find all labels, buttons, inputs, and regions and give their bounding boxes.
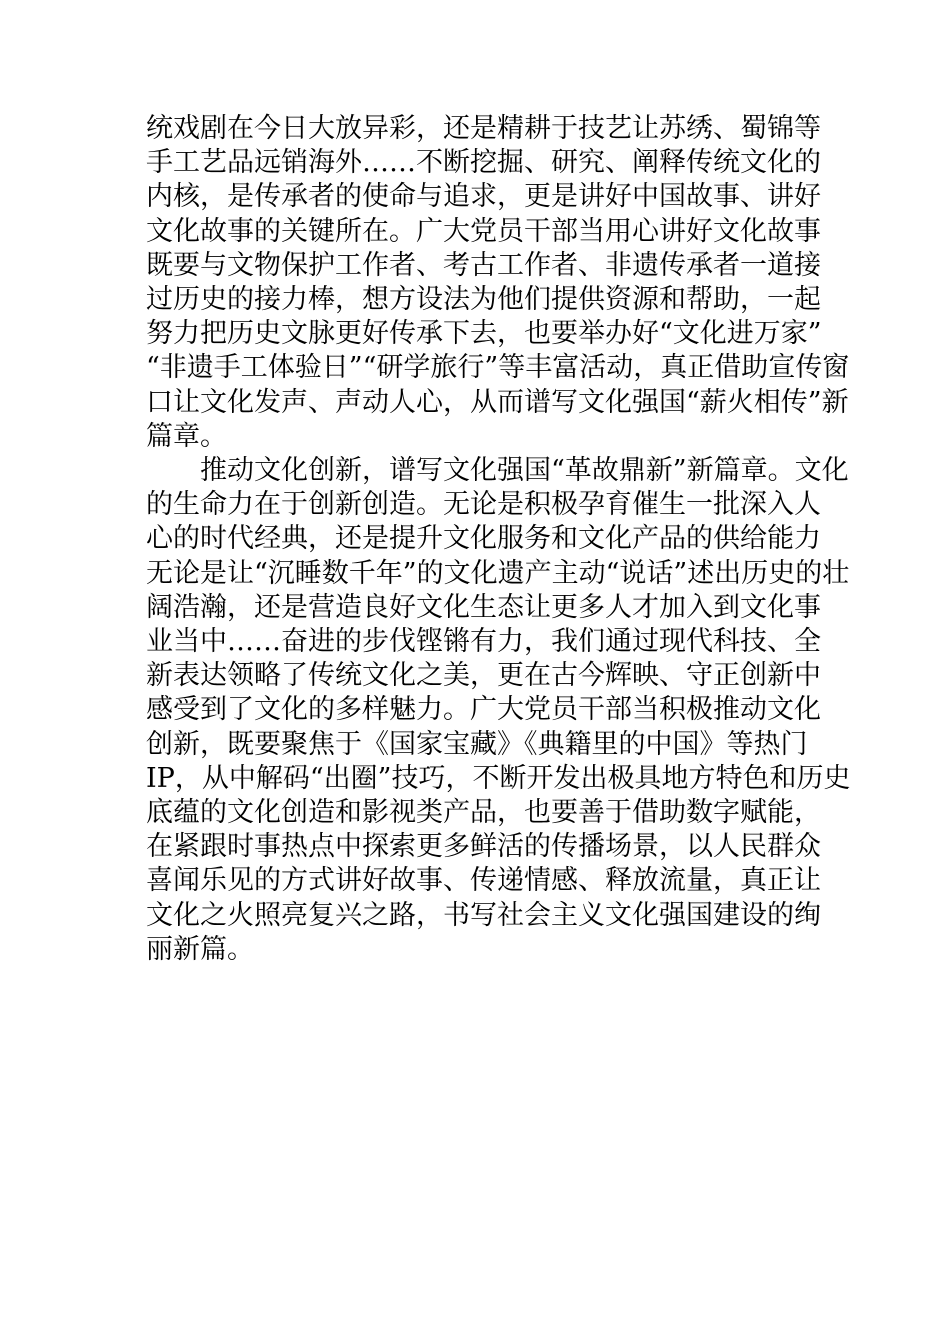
text-line: “非遗手工体验日”“研学旅行”等丰富活动，真正借助宣传窗 [146,352,850,384]
text-line: 感受到了文化的多样魅力。广大党员干部当积极推动文化 [146,694,821,726]
text-line: 丽新篇。 [146,933,254,965]
text-line: 无论是让“沉睡数千年”的文化遗产主动“说话”述出历史的壮 [146,557,850,589]
text-line: 文化之火照亮复兴之路，书写社会主义文化强国建设的绚 [146,899,821,931]
paragraph-1 [146,112,850,454]
text-line: 心的时代经典，还是提升文化服务和文化产品的供给能力 [146,523,821,555]
text-line: 在紧跟时事热点中探索更多鲜活的传播场景，以人民群众 [146,831,821,863]
text-line: 既要与文物保护工作者、考古工作者、非遗传承者一道接 [146,249,821,281]
text-line: 阔浩瀚，还是营造良好文化生态让更多人才加入到文化事 [146,591,821,623]
text-line: 篇章。 [146,420,227,452]
text-line: 业当中……奋进的步伐铿锵有力，我们通过现代科技、全 [146,626,821,658]
body-text [146,112,851,967]
text-line: 推动文化创新，谱写文化强国“革故鼎新”新篇章。文化 [200,455,849,487]
text-line: 底蕴的文化创造和影视类产品，也要善于借助数字赋能， [146,797,821,829]
paragraph-2 [146,454,851,967]
text-line: 过历史的接力棒，想方设法为他们提供资源和帮助，一起 [146,284,821,316]
text-line: IP，从中解码“出圈”技巧，不断开发出极具地方特色和历史 [146,762,851,794]
text-line: 口让文化发声、声动人心，从而谱写文化强国“薪火相传”新 [146,386,849,418]
text-line: 的生命力在于创新创造。无论是积极孕育催生一批深入人 [146,489,821,521]
text-line: 文化故事的关键所在。广大党员干部当用心讲好文化故事 [146,215,821,247]
text-line: 努力把历史文脉更好传承下去，也要举办好“文化进万家” [146,318,822,350]
text-line: 创新，既要聚焦于《国家宝藏》《典籍里的中国》等热门 [146,728,808,760]
text-line: 手工艺品远销海外……不断挖掘、研究、阐释传统文化的 [146,147,821,179]
text-line: 内核，是传承者的使命与追求，更是讲好中国故事、讲好 [146,181,821,213]
text-line: 新表达领略了传统文化之美，更在古今辉映、守正创新中 [146,660,821,692]
text-line: 统戏剧在今日大放异彩，还是精耕于技艺让苏绣、蜀锦等 [146,113,821,144]
text-line: 喜闻乐见的方式讲好故事、传递情感、释放流量，真正让 [146,865,821,897]
